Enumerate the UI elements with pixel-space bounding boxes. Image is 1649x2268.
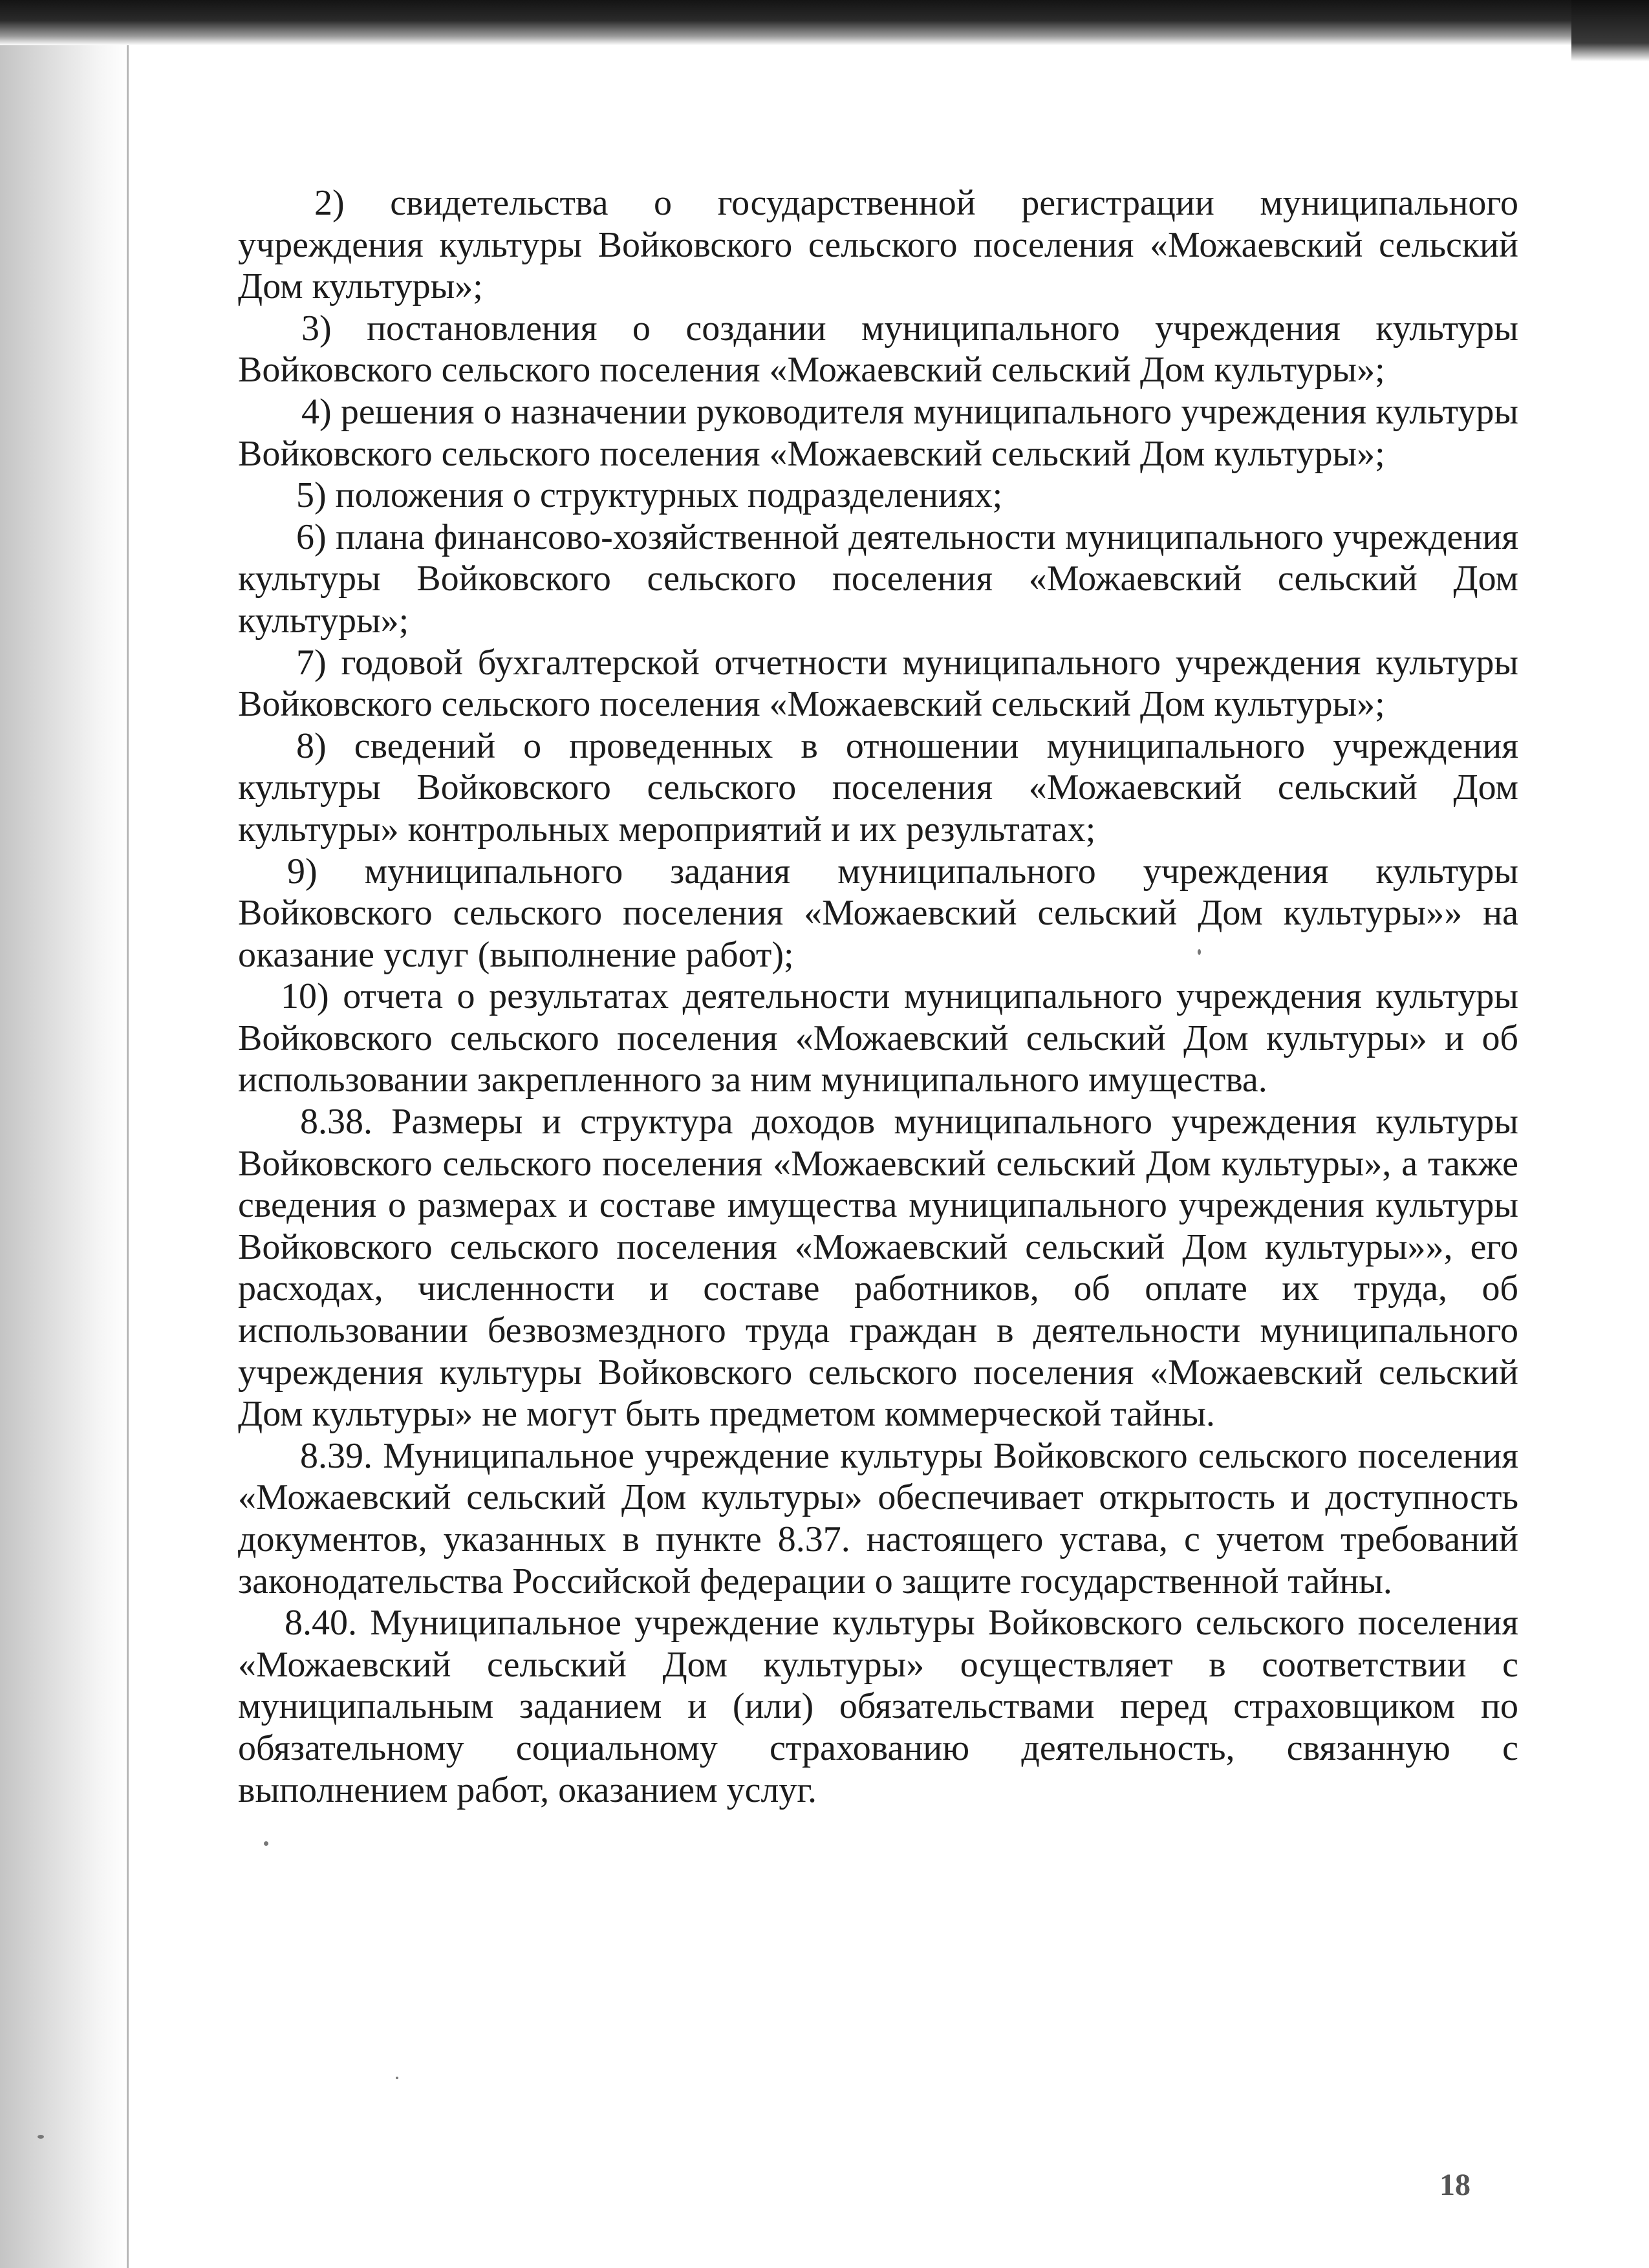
list-item-8: 8) сведений о проведенных в отношении муниципального учреждения культуры Войковского сельского поселения «Можаевский сельский Дом культуры» контрольных мероприятий и их результатах;: [238, 725, 1518, 850]
document-body: [238, 182, 1518, 1811]
page-number: 18: [1439, 2168, 1471, 2202]
list-item-3: 3) постановления о создании муниципального учреждения культуры Войковского сельского поселения «Можаевский сельский Дом культуры»;: [238, 308, 1518, 390]
scan-speck: [1198, 949, 1201, 955]
list-item-7: 7) годовой бухгалтерской отчетности муниципального учреждения культуры Войковского сельского поселения «Можаевский сельский Дом культуры»;: [238, 642, 1518, 725]
list-item-4: 4) решения о назначении руководителя муниципального учреждения культуры Войковского сельского поселения «Можаевский сельский Дом культуры»;: [238, 391, 1518, 474]
section-8-38: 8.38. Размеры и структура доходов муниципального учреждения культуры Войковского сельского поселения «Можаевский сельский Дом культуры», а также сведения о размерах и составе имущества муниципального учреждения культуры Войковского сельского поселения «Можаевский сельский Дом культуры»», его расходах, численности и составе работников, об оплате их труда, об использовании безвозмездного труда граждан в деятельности муниципального учреждения культуры Войковского сельского поселения «Можаевский сельский Дом культуры» не могут быть предметом коммерческой тайны.: [238, 1102, 1518, 1435]
list-item-10: 10) отчета о результатах деятельности муниципального учреждения культуры Войковского сельского поселения «Можаевский сельский Дом культуры» и об использовании закрепленного за ним муниципального имущества.: [238, 976, 1518, 1100]
list-item-5: 5) положения о структурных подразделениях;: [296, 475, 1003, 516]
scan-speck: [38, 2135, 44, 2139]
section-8-39: 8.39. Муниципальное учреждение культуры Войковского сельского поселения «Можаевский сельский Дом культуры» обеспечивает открытость и доступность документов, указанных в пункте 8.37. настоящего устава, с учетом требований законодательства Российской федерации о защите государственной тайны.: [238, 1435, 1518, 1601]
list-item-2: 2) свидетельства о государственной регистрации муниципального учреждения культуры Войковского сельского поселения «Можаевский сельский Дом культуры»;: [238, 183, 1518, 307]
section-8-40: 8.40. Муниципальное учреждение культуры Войковского сельского поселения «Можаевский сельский Дом культуры» осуществляет в соответствии с муниципальным заданием и (или) обязательствами перед страховщиком по обязательному социальному страхованию деятельность, связанную с выполнением работ, оказанием услуг.: [238, 1603, 1518, 1810]
list-item-9: 9) муниципального задания муниципального учреждения культуры Войковского сельского поселения «Можаевский сельский Дом культуры»» на оказание услуг (выполнение работ);: [238, 851, 1518, 975]
scan-speck: [264, 1841, 268, 1846]
scan-speck: [396, 2077, 398, 2079]
list-item-6: 6) плана финансово-хозяйственной деятельности муниципального учреждения культуры Войковского сельского поселения «Можаевский сельский Дом культуры»;: [238, 517, 1518, 641]
